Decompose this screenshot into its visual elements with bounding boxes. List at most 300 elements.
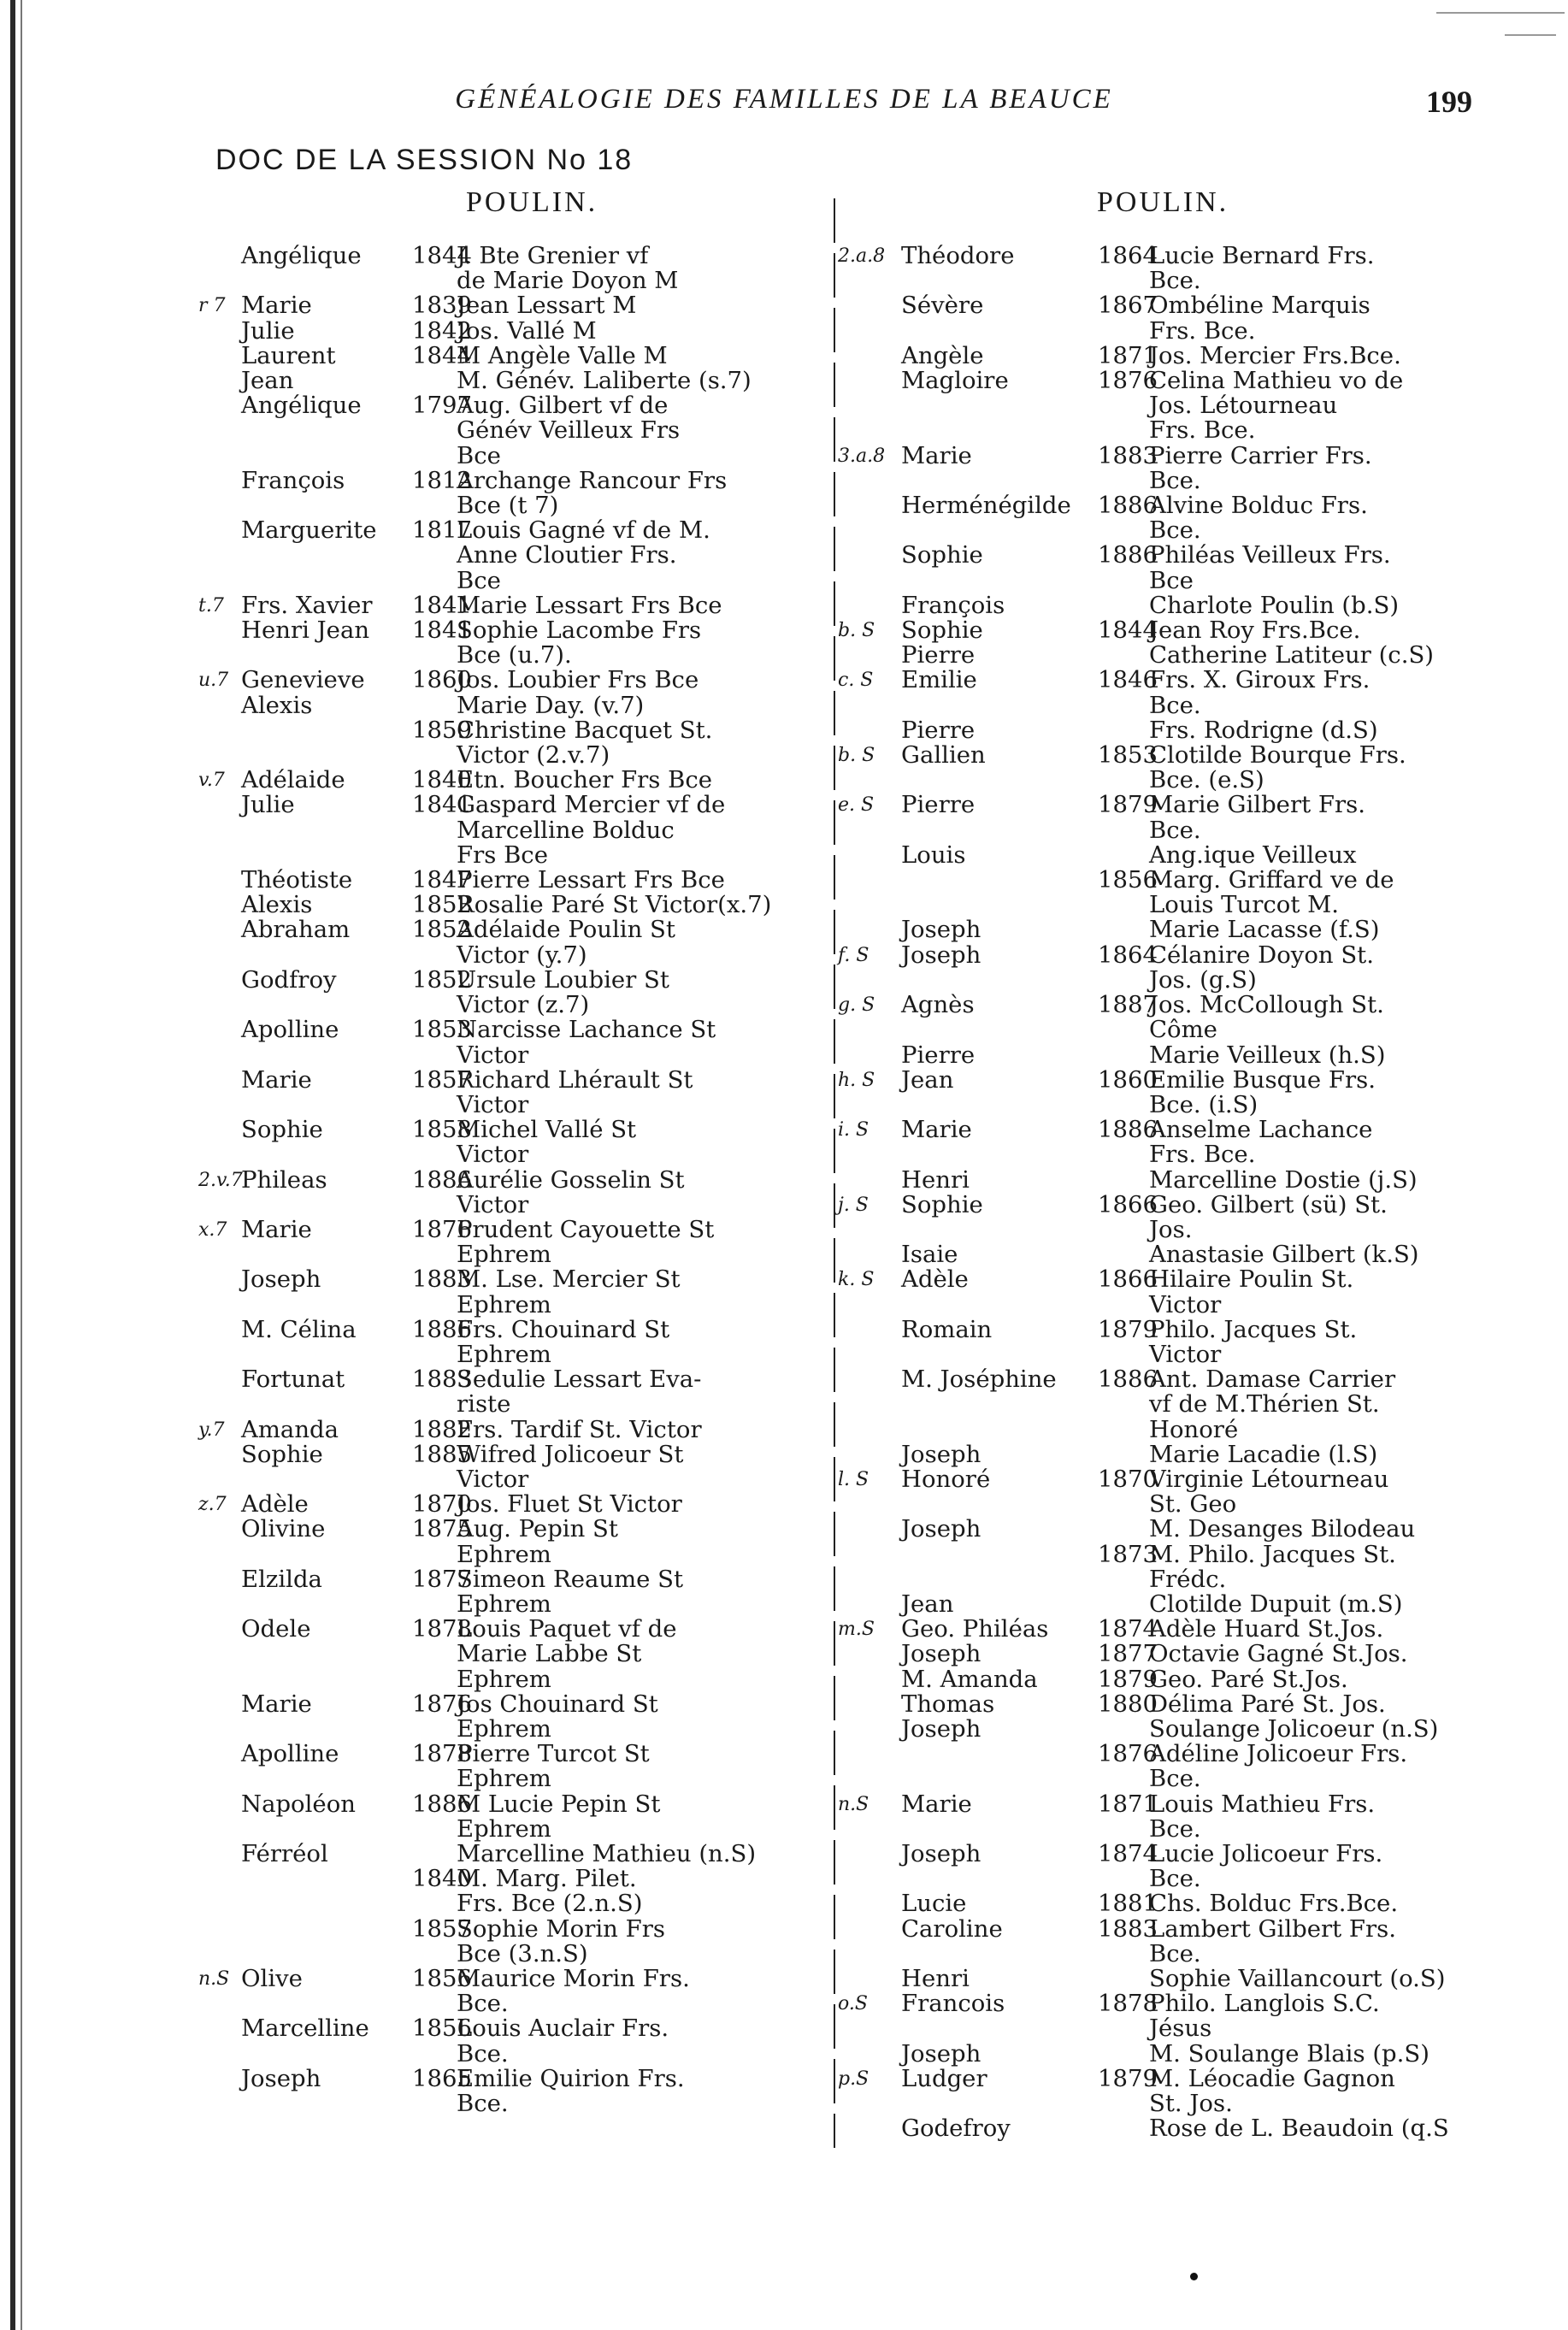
genealogy-entry — [838, 718, 1525, 743]
entry-spouse: Aug. Pepin St Ephrem — [457, 1515, 618, 1568]
entry-spouse: Sophie Morin Frs Bce (3.n.S) — [457, 1914, 665, 1967]
entry-spouse: Marie Lessart Frs Bce — [457, 591, 722, 619]
entry-spouse: M. Marg. Pilet. Frs. Bce (2.n.S) — [457, 1865, 643, 1918]
entry-year: 1856 — [1098, 866, 1158, 894]
entry-spouse: Sophie Lacombe Frs Bce (u.7). — [457, 616, 702, 670]
entry-spouse: Louis Paquet vf de Marie Labbe St Ephrem — [457, 1615, 677, 1693]
genealogy-entry — [838, 341, 1525, 369]
entry-spouse: Narcisse Lachance St Victor — [457, 1016, 716, 1069]
entry-year: 1867 — [1098, 292, 1158, 320]
entry-name: Joseph — [241, 2064, 321, 2092]
entry-spouse: Louis Mathieu Frs. Bce. — [1149, 1790, 1376, 1843]
genealogy-entry — [838, 618, 1525, 643]
genealogy-entry — [838, 1367, 1525, 1442]
genealogy-entry — [838, 917, 1525, 942]
entry-spouse: Anastasie Gilbert (k.S) — [1149, 1241, 1419, 1269]
genealogy-entry — [838, 493, 1525, 543]
entry-name: Marie — [241, 292, 312, 320]
entry-name: Odele — [241, 1615, 311, 1643]
genealogy-entry — [838, 1442, 1525, 1467]
entry-year: 1817 — [412, 516, 472, 545]
entry-name: Théodore — [901, 242, 1015, 269]
page-scuff — [1505, 34, 1556, 36]
genealogy-entry — [198, 1267, 888, 1317]
entry-name: Joseph — [901, 916, 981, 944]
entry-year: 1853 — [412, 1016, 472, 1044]
genealogy-entry — [838, 1692, 1525, 1717]
genealogy-entry — [838, 1667, 1525, 1692]
entry-year: 1870 — [1098, 1465, 1158, 1493]
entry-year: 1871 — [1098, 1790, 1158, 1818]
genealogy-entry — [198, 1492, 888, 1517]
entry-spouse: Frs. X. Giroux Frs. Bce. — [1149, 666, 1371, 719]
entry-name: Pierre — [901, 791, 976, 819]
entry-name: Joseph — [901, 1440, 981, 1468]
entry-year: 1858 — [412, 1116, 472, 1144]
genealogy-entry — [838, 1517, 1525, 1542]
genealogy-entry — [838, 1967, 1525, 1991]
genealogy-entry — [198, 1065, 888, 1118]
entry-spouse: M. Soulange Blais (p.S) — [1149, 2039, 1429, 2068]
entry-spouse: Jos. Loubier Frs Bce — [457, 666, 699, 694]
entry-name: Godfroy — [241, 965, 337, 994]
entry-spouse: Louis Gagné vf de M. Anne Cloutier Frs. Bce — [457, 516, 710, 594]
entry-name: Angélique — [241, 392, 362, 420]
entry-year: 1812 — [412, 466, 472, 494]
page-dot — [1190, 2273, 1198, 2280]
genealogy-entry — [198, 1967, 888, 2016]
entry-year: 1877 — [412, 1565, 472, 1593]
entry-spouse: Marie Lacadie (l.S) — [1149, 1440, 1378, 1468]
entry-name: Sophie — [241, 1440, 323, 1468]
entry-spouse: M. Desanges Bilodeau — [1149, 1515, 1416, 1543]
entry-spouse: Emilie Busque Frs. Bce. (i.S) — [1149, 1065, 1376, 1118]
entry-year: 1878 — [412, 1615, 472, 1643]
entry-spouse: Sophie Vaillancourt (o.S) — [1149, 1965, 1446, 1993]
entry-name: Férréol — [241, 1840, 328, 1867]
entry-spouse: Adélaide Poulin St Victor (y.7) — [457, 916, 675, 969]
entry-spouse: Simeon Reaume St Ephrem — [457, 1565, 684, 1618]
entry-name: François — [241, 466, 345, 494]
genealogy-entry — [838, 1991, 1525, 2041]
genealogy-entry — [838, 1165, 1525, 1194]
entry-year: 1853 — [1098, 741, 1158, 770]
genealogy-entry — [198, 2016, 888, 2066]
genealogy-entry — [838, 1540, 1525, 1593]
entry-name: Jean — [901, 1590, 954, 1618]
entry-name: Pierre — [901, 1041, 976, 1069]
entry-year: 1876 — [1098, 1740, 1158, 1768]
entry-name: Abraham — [241, 916, 351, 944]
entry-name: Thomas — [901, 1690, 995, 1718]
entry-spouse: Ursule Loubier St Victor (z.7) — [457, 965, 669, 1019]
entry-year: 1883 — [412, 1366, 472, 1394]
entry-name: Henri Jean — [241, 616, 370, 645]
entry-spouse: Jean Roy Frs.Bce. — [1149, 616, 1361, 645]
entry-spouse: Emilie Quirion Frs. Bce. — [457, 2064, 685, 2118]
entry-mark: j. S — [838, 1194, 869, 1216]
entry-mark: 2.a.8 — [838, 245, 886, 267]
genealogy-entry — [838, 1642, 1525, 1666]
entry-name: Adélaide — [241, 766, 345, 794]
entry-name: Louis — [901, 841, 966, 869]
entry-spouse: Lambert Gilbert Frs. Bce. — [1149, 1914, 1397, 1967]
genealogy-entry — [838, 1742, 1525, 1791]
entry-name: Herménégilde — [901, 492, 1071, 520]
entry-name: Joseph — [901, 1840, 981, 1867]
genealogy-entry — [198, 618, 888, 668]
entry-year: 1871 — [1098, 341, 1158, 369]
entry-spouse: Christine Bacquet St. Victor (2.v.7) — [457, 716, 713, 770]
entry-year: 1840 — [412, 766, 472, 794]
entry-name: Marie — [241, 1690, 312, 1718]
genealogy-entry — [198, 793, 888, 868]
entry-name: Laurent — [241, 341, 336, 369]
entry-name: Magloire — [901, 367, 1009, 395]
entry-year: 1882 — [412, 1415, 472, 1443]
genealogy-entry — [198, 1842, 888, 1867]
genealogy-entry — [838, 543, 1525, 593]
entry-year: 1844 — [1098, 616, 1158, 645]
left-column-heading: POULIN. — [466, 186, 598, 218]
entry-spouse: Ombéline Marquis Frs. Bce. — [1149, 292, 1371, 345]
entry-year: 1841 — [412, 616, 472, 645]
entry-spouse: Clotilde Bourque Frs. Bce. (e.S) — [1149, 741, 1406, 794]
entry-spouse: Lucie Bernard Frs. Bce. — [1149, 242, 1375, 295]
entry-year: 1876 — [1098, 367, 1158, 395]
entry-name: Julie — [241, 316, 295, 345]
entry-name: Henri — [901, 1165, 970, 1194]
entry-spouse: Alvine Bolduc Frs. Bce. — [1149, 492, 1368, 545]
genealogy-entry — [198, 1567, 888, 1617]
left-genealogy-column — [198, 244, 888, 2116]
entry-name: Godefroy — [901, 2115, 1011, 2143]
entry-spouse: J. Bte Grenier vf de Marie Doyon M — [457, 242, 679, 295]
entry-mark: z.7 — [198, 1494, 227, 1516]
genealogy-entry — [838, 1891, 1525, 1916]
entry-year: 1866 — [1098, 1190, 1158, 1218]
genealogy-entry — [838, 943, 1525, 993]
entry-name: Joseph — [901, 1640, 981, 1668]
entry-mark: u.7 — [198, 670, 229, 692]
genealogy-entry — [198, 1742, 888, 1791]
entry-spouse: Jos. Fluet St Victor — [457, 1490, 682, 1519]
entry-year: 1864 — [1098, 941, 1158, 969]
entry-year: 1860 — [412, 666, 472, 694]
binding-line — [21, 0, 22, 2330]
entry-mark: i. S — [838, 1119, 869, 1141]
genealogy-entry — [838, 1267, 1525, 1317]
entry-name: Phileas — [241, 1165, 327, 1194]
entry-spouse: Philo. Langlois S.C. Jésus — [1149, 1990, 1380, 2043]
entry-name: Joseph — [901, 2039, 981, 2068]
entry-spouse: Pierre Carrier Frs. Bce. — [1149, 441, 1372, 494]
entry-year: 1886 — [412, 1790, 472, 1818]
entry-name: Marie — [901, 441, 972, 469]
entry-mark: o.S — [838, 1993, 868, 2015]
entry-year: 1865 — [412, 2064, 472, 2092]
entry-year: 1852 — [412, 891, 472, 919]
entry-spouse: Richard Lhérault St Victor — [457, 1065, 693, 1118]
genealogy-entry — [198, 768, 888, 793]
genealogy-entry — [198, 1018, 888, 1067]
entry-year: 1852 — [412, 965, 472, 994]
genealogy-entry — [838, 1467, 1525, 1517]
entry-spouse: M. Lse. Mercier St Ephrem — [457, 1265, 681, 1318]
entry-name: Joseph — [901, 1714, 981, 1743]
entry-name: Frs. Xavier — [241, 591, 373, 619]
genealogy-entry — [198, 466, 888, 520]
genealogy-entry — [198, 1415, 888, 1443]
entry-spouse: Marcelline Mathieu (n.S) — [457, 1840, 757, 1867]
entry-spouse: Délima Paré St. Jos. — [1149, 1690, 1386, 1718]
entry-name: Sophie — [241, 1116, 323, 1144]
entry-spouse: Frs. Chouinard St Ephrem — [457, 1315, 670, 1368]
entry-spouse: Marie Lacasse (f.S) — [1149, 916, 1380, 944]
entry-spouse: Adèle Huard St.Jos. — [1149, 1615, 1384, 1643]
entry-spouse: Michel Vallé St Victor — [457, 1116, 637, 1169]
entry-year: 1878 — [1098, 1990, 1158, 2018]
running-title: GÉNÉALOGIE DES FAMILLES DE LA BEAUCE — [455, 84, 1113, 115]
entry-mark: p.S — [838, 2068, 869, 2090]
entry-year: 1847 — [412, 866, 472, 894]
genealogy-entry — [838, 2039, 1525, 2068]
entry-year: 1870 — [412, 1490, 472, 1519]
entry-spouse: Rosalie Paré St Victor(x.7) — [457, 891, 772, 919]
entry-spouse: Aurélie Gosselin St Victor — [457, 1165, 685, 1218]
entry-spouse: Frs. Rodrigne (d.S) — [1149, 716, 1378, 744]
entry-name: Napoléon — [241, 1790, 356, 1818]
genealogy-entry — [198, 917, 888, 967]
entry-spouse: Pierre Turcot St Ephrem — [457, 1740, 650, 1793]
entry-year: 1857 — [412, 1065, 472, 1094]
entry-name: Pierre — [901, 716, 976, 744]
entry-year: 1886 — [1098, 1116, 1158, 1144]
entry-year: 1839 — [412, 292, 472, 320]
entry-mark: v.7 — [198, 770, 225, 792]
entry-spouse: Hilaire Poulin St. Victor — [1149, 1265, 1354, 1318]
entry-year: 1797 — [412, 392, 472, 420]
entry-name: Sophie — [901, 541, 983, 569]
session-label: DOC DE LA SESSION No 18 — [215, 144, 634, 176]
genealogy-entry — [838, 1065, 1525, 1118]
entry-year: 1844 — [412, 341, 472, 369]
entry-year: 1875 — [412, 1515, 472, 1543]
entry-name: Angélique — [241, 242, 362, 269]
entry-spouse: Wifred Jolicoeur St Victor — [457, 1440, 684, 1493]
entry-name: Geo. Philéas — [901, 1615, 1049, 1643]
entry-mark: g. S — [838, 994, 875, 1017]
entry-year: 1883 — [1098, 441, 1158, 469]
page-scuff — [1436, 12, 1565, 14]
entry-spouse: Geo. Paré St.Jos. — [1149, 1665, 1348, 1693]
entry-spouse: Maurice Morin Frs. Bce. — [457, 1965, 690, 2018]
entry-name: Fortunat — [241, 1366, 345, 1394]
entry-spouse: Philo. Jacques St. Victor — [1149, 1315, 1358, 1368]
entry-year: 1879 — [1098, 2064, 1158, 2092]
genealogy-entry — [838, 593, 1525, 618]
entry-year: 1874 — [1098, 1615, 1158, 1643]
entry-name: Sévère — [901, 292, 984, 320]
entry-mark: t.7 — [198, 594, 224, 616]
entry-year: 1881 — [1098, 1890, 1158, 1918]
genealogy-entry — [838, 643, 1525, 668]
entry-year: 1860 — [1098, 1065, 1158, 1094]
entry-mark: 2.v.7 — [198, 1169, 243, 1191]
entry-name: Isaie — [901, 1241, 958, 1269]
entry-name: Henri — [901, 1965, 970, 1993]
entry-spouse: M. Génév. Laliberte (s.7) — [457, 367, 752, 395]
entry-year: 1864 — [1098, 242, 1158, 269]
entry-year: 1886 — [1098, 541, 1158, 569]
entry-name: Sophie — [901, 1190, 983, 1218]
entry-mark: e. S — [838, 794, 875, 817]
genealogy-entry — [838, 441, 1525, 494]
entry-name: Alexis — [241, 891, 313, 919]
entry-spouse: M Lucie Pepin St Ephrem — [457, 1790, 661, 1843]
entry-spouse: Jos. McCollough St. Côme — [1149, 991, 1384, 1044]
entry-year: 1840 — [412, 1865, 472, 1893]
entry-name: Marie — [241, 1065, 312, 1094]
entry-year: 1886 — [1098, 492, 1158, 520]
entry-spouse: M. Léocadie Gagnon St. Jos. — [1149, 2064, 1395, 2118]
genealogy-entry — [838, 668, 1525, 717]
entry-spouse: Chs. Bolduc Frs.Bce. — [1149, 1890, 1399, 1918]
entry-mark: m.S — [838, 1619, 875, 1641]
entry-year: 1841 — [412, 591, 472, 619]
entry-spouse: Clotilde Dupuit (m.S) — [1149, 1590, 1403, 1618]
genealogy-entry — [838, 1914, 1525, 1967]
genealogy-entry — [838, 2064, 1525, 2118]
genealogy-entry — [838, 743, 1525, 793]
entry-spouse: Jos. Vallé M — [457, 316, 597, 345]
entry-spouse: Lucie Jolicoeur Frs. Bce. — [1149, 1840, 1383, 1893]
entry-year: 1877 — [1098, 1640, 1158, 1668]
entry-year: 1886 — [1098, 1366, 1158, 1394]
genealogy-entry — [198, 1367, 888, 1417]
genealogy-entry — [198, 893, 888, 917]
entry-name: Lucie — [901, 1890, 967, 1918]
entry-name: Joseph — [901, 941, 981, 969]
entry-spouse: Marie Veilleux (h.S) — [1149, 1041, 1386, 1069]
entry-year: 1856 — [412, 1965, 472, 1993]
genealogy-entry — [838, 293, 1525, 343]
genealogy-entry — [198, 1442, 888, 1492]
genealogy-entry — [198, 868, 888, 893]
entry-name: Gallien — [901, 741, 986, 770]
genealogy-entry — [198, 393, 888, 469]
entry-name: Adèle — [901, 1265, 969, 1294]
entry-year: 1852 — [412, 916, 472, 944]
entry-spouse: Jos Chouinard St Ephrem — [457, 1690, 658, 1743]
entry-name: Olive — [241, 1965, 303, 1993]
entry-spouse: Sedulie Lessart Eva- riste — [457, 1366, 702, 1419]
entry-spouse: Charlote Poulin (b.S) — [1149, 591, 1400, 619]
entry-name: Adèle — [241, 1490, 309, 1519]
entry-mark: n.S — [198, 1968, 230, 1991]
entry-year: 1866 — [1098, 1265, 1158, 1294]
entry-year: 1883 — [412, 1265, 472, 1294]
genealogy-entry — [198, 518, 888, 593]
genealogy-entry — [838, 244, 1525, 293]
entry-name: Joseph — [901, 1515, 981, 1543]
entry-name: Caroline — [901, 1914, 1003, 1943]
entry-mark: c. S — [838, 670, 874, 692]
entry-name: Apolline — [241, 1740, 339, 1768]
entry-name: Amanda — [241, 1415, 339, 1443]
entry-name: Marie — [241, 1215, 312, 1243]
entry-year: 1844 — [412, 242, 472, 269]
genealogy-entry — [198, 1867, 888, 1916]
entry-spouse: Virginie Létourneau St. Geo — [1149, 1465, 1389, 1519]
genealogy-entry — [198, 293, 888, 318]
entry-name: Romain — [901, 1315, 993, 1343]
entry-name: Sophie — [901, 616, 983, 645]
entry-spouse: Soulange Jolicoeur (n.S) — [1149, 1714, 1439, 1743]
entry-spouse: Frs. Tardif St. Victor — [457, 1415, 702, 1443]
entry-year: 1887 — [1098, 991, 1158, 1019]
genealogy-entry — [838, 2116, 1525, 2141]
entry-spouse: Octavie Gagné St.Jos. — [1149, 1640, 1408, 1668]
entry-name: Pierre — [901, 641, 976, 670]
entry-spouse: M Angèle Valle M — [457, 341, 668, 369]
entry-name: Genevieve — [241, 666, 365, 694]
genealogy-entry — [198, 1792, 888, 1842]
genealogy-entry — [838, 1617, 1525, 1642]
entry-year: 1880 — [1098, 1690, 1158, 1718]
genealogy-entry — [198, 1215, 888, 1269]
entry-spouse: Louis Auclair Frs. Bce. — [457, 2014, 669, 2068]
genealogy-entry — [198, 1692, 888, 1742]
genealogy-entry — [198, 1914, 888, 1967]
genealogy-entry — [838, 1315, 1525, 1368]
entry-mark: r 7 — [198, 295, 226, 317]
entry-year: 1885 — [412, 1440, 472, 1468]
entry-year: 1876 — [412, 1690, 472, 1718]
entry-mark: l. S — [838, 1468, 869, 1490]
genealogy-entry — [198, 1118, 888, 1167]
entry-spouse: Anselme Lachance Frs. Bce. — [1149, 1116, 1373, 1169]
genealogy-entry — [198, 341, 888, 369]
genealogy-entry — [198, 244, 888, 293]
entry-mark: 3.a.8 — [838, 445, 886, 467]
entry-mark: b. S — [838, 745, 875, 767]
entry-year: 1879 — [1098, 791, 1158, 819]
entry-spouse: Geo. Gilbert (sü) St. Jos. — [1149, 1190, 1388, 1243]
entry-name: M. Amanda — [901, 1665, 1038, 1693]
genealogy-entry — [198, 1517, 888, 1566]
entry-mark: y.7 — [198, 1419, 225, 1441]
genealogy-entry — [198, 1315, 888, 1368]
entry-year: 1886 — [412, 1315, 472, 1343]
entry-name: Jean — [901, 1065, 954, 1094]
entry-spouse: Prudent Cayouette St Ephrem — [457, 1215, 715, 1269]
genealogy-entry — [838, 1242, 1525, 1267]
genealogy-entry — [198, 1617, 888, 1692]
entry-name: Marguerite — [241, 516, 377, 545]
entry-year: 1856 — [412, 2014, 472, 2043]
entry-name: Agnès — [901, 991, 975, 1019]
genealogy-entry — [838, 1190, 1525, 1243]
entry-year: 1883 — [1098, 1914, 1158, 1943]
genealogy-entry — [198, 2064, 888, 2118]
entry-spouse: Rose de L. Beaudoin (q.S — [1149, 2115, 1449, 2143]
entry-year: 1873 — [1098, 1540, 1158, 1568]
entry-spouse: Gaspard Mercier vf de Marcelline Bolduc Frs Bce — [457, 791, 726, 869]
right-genealogy-column — [838, 244, 1525, 2141]
genealogy-entry — [198, 593, 888, 618]
entry-mark: f. S — [838, 944, 869, 966]
